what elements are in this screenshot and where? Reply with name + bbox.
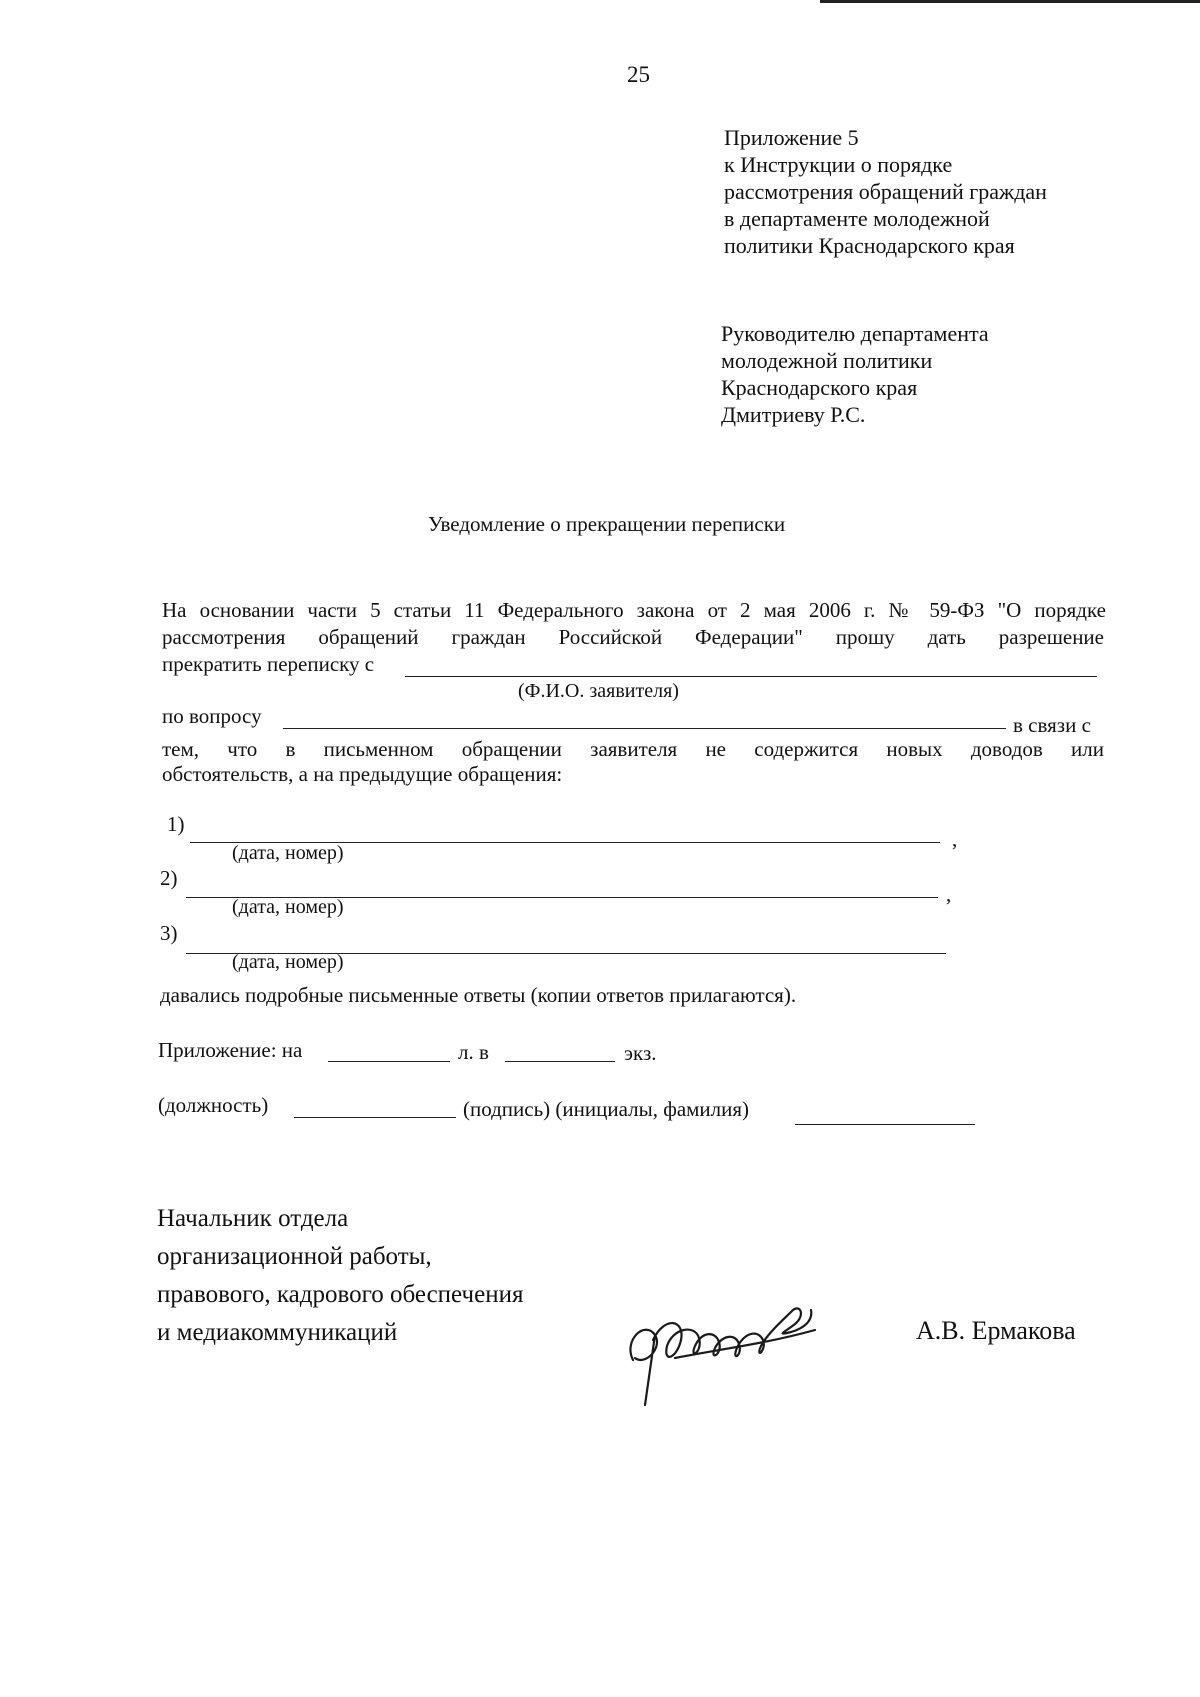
sheets-label: л. в [458,1040,489,1064]
position-field [294,1117,456,1118]
question-suffix: в связи с [1013,713,1091,737]
item-hint: (дата, номер) [232,842,344,864]
signer-title-line: Начальник отдела [157,1205,349,1232]
body-line-5: тем, что в письменном обращении заявителя не содержится новых доводов или [162,737,1104,761]
name-field [795,1124,975,1125]
signature-labels: (подпись) (инициалы, фамилия) [463,1097,750,1121]
signer-title-line: организационной работы, [157,1243,432,1270]
handwritten-signature [615,1280,855,1410]
body-line-2: рассмотрения обращений граждан Российской Федерации" прошу дать разрешение [162,625,1104,649]
addressee-block [721,320,989,428]
addressee-line: Руководителю департамента [721,321,989,346]
item-number: 1) [167,812,185,836]
sheets-field [328,1061,450,1062]
fio-hint: (Ф.И.О. заявителя) [518,680,679,702]
document-title: Уведомление о прекращении переписки [428,512,786,536]
item-hint: (дата, номер) [232,896,344,918]
appendix-line: к Инструкции о порядке [724,152,953,177]
addressee-line: Дмитриеву Р.С. [721,402,866,427]
body-line-3: прекратить переписку с [162,652,375,676]
signer-title-line: и медиакоммуникаций [157,1319,398,1346]
item-number: 3) [160,921,178,945]
appendix-line: Приложение 5 [724,125,859,150]
question-label: по вопросу [162,704,262,728]
item-comma: , [952,827,958,851]
item-hint: (дата, номер) [232,951,344,973]
appendix-line: рассмотрения обращений граждан [724,179,1047,204]
question-field [283,728,1006,729]
appendix-reference [724,124,1047,259]
answers-line: давались подробные письменные ответы (копии ответов прилагаются). [160,983,797,1007]
signer-title-line: правового, кадрового обеспечения [157,1281,524,1308]
item-comma: , [946,882,952,906]
attachment-label: Приложение: на [158,1038,303,1062]
appendix-line: в департаменте молодежной [724,206,990,231]
addressee-line: молодежной политики [721,348,933,373]
signer-title [157,1200,523,1352]
top-edge-line [820,0,1200,3]
applicant-name-field [405,676,1097,677]
addressee-line: Краснодарского края [721,375,918,400]
copies-field [505,1061,615,1062]
appendix-line: политики Краснодарского края [724,233,1015,258]
body-line-6: обстоятельств, а на предыдущие обращения: [162,762,563,786]
copies-label: экз. [624,1041,657,1065]
signer-name: А.В. Ермакова [916,1316,1076,1345]
item-number: 2) [160,866,178,890]
body-line-1: На основании части 5 статьи 11 Федерального закона от 2 мая 2006 г. № 59-ФЗ "О порядке [162,598,1106,622]
position-label: (должность) [158,1093,269,1117]
page-number: 25 [627,62,650,87]
